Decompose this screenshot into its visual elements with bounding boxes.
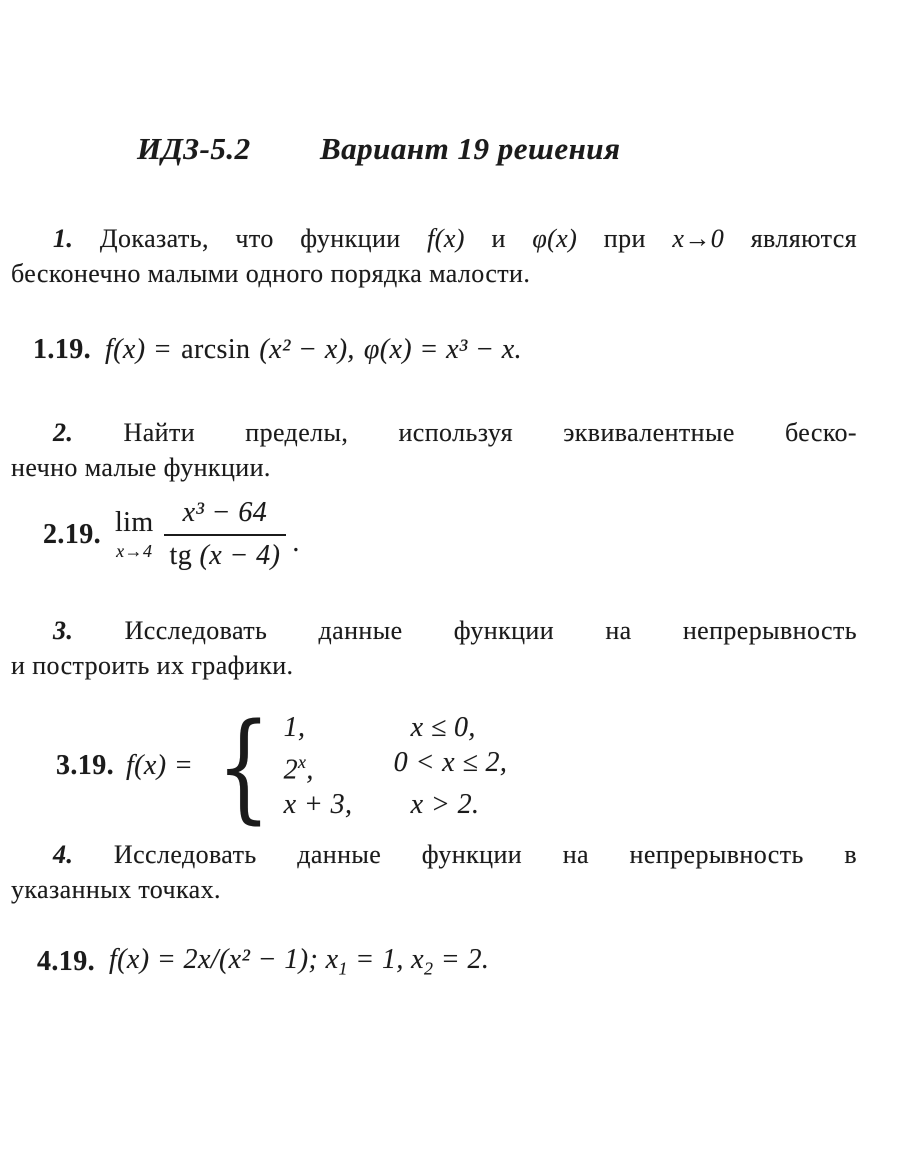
fraction bbox=[164, 498, 287, 572]
task-4-intro bbox=[11, 837, 857, 907]
expression-start: f(x) = 2x/(x² − 1); bbox=[109, 944, 319, 975]
x1-base: x bbox=[325, 944, 339, 975]
piecewise-condition: x ≤ 0, bbox=[410, 712, 476, 743]
task-4-text: Исследовать данные функции на непрерывность в bbox=[113, 840, 857, 869]
piecewise-rows bbox=[284, 710, 508, 822]
task-4-number: 4. bbox=[53, 840, 74, 869]
x2-subscript: 2 bbox=[423, 958, 434, 979]
value-comma: , bbox=[306, 754, 314, 786]
denominator-argument: (x − 4) bbox=[199, 539, 281, 571]
math-f-of-x: f(x) bbox=[427, 224, 465, 253]
task-3-text: Исследовать данные функции на непрерывность bbox=[124, 616, 858, 645]
problem-1-19-function-name: arcsin bbox=[181, 334, 251, 365]
problem-3-19-lhs: f(x) = bbox=[126, 750, 194, 782]
problem-3-19-label: 3.19. bbox=[56, 750, 114, 782]
value-base: 2 bbox=[283, 754, 299, 786]
task-2-text: Найти пределы, используя эквивалентные беско- bbox=[123, 418, 857, 447]
task-1-number: 1. bbox=[53, 224, 74, 253]
limit-subscript: x→4 bbox=[116, 541, 153, 562]
problem-2-19-label: 2.19. bbox=[43, 518, 101, 550]
x2-equals: = 2. bbox=[440, 944, 490, 975]
value-exponent: x bbox=[298, 752, 307, 772]
x1-equals: = 1, bbox=[355, 944, 404, 975]
task-4-line-1 bbox=[11, 837, 857, 872]
piecewise-condition: 0 < x ≤ 2, bbox=[393, 747, 508, 778]
task-2-intro bbox=[11, 415, 857, 485]
fraction-denominator bbox=[164, 534, 287, 572]
task-3-line-2: и построить их графики. bbox=[11, 651, 294, 680]
math-limit-expr: x→0 bbox=[672, 224, 725, 253]
curly-brace: { bbox=[216, 697, 272, 836]
task-4-line-2: указанных точках. bbox=[11, 875, 221, 904]
task-3-intro bbox=[11, 613, 857, 683]
problem-1-19-label: 1.19. bbox=[33, 334, 91, 365]
piecewise-row bbox=[284, 787, 508, 822]
problem-1-19-argument: (x² − x), bbox=[259, 334, 355, 365]
piecewise-row bbox=[284, 710, 508, 745]
task-1-text: Доказать, что функции bbox=[99, 224, 401, 253]
piecewise-value: x + 3, bbox=[283, 789, 353, 821]
formula-period: . bbox=[292, 526, 300, 558]
task-2-line-1 bbox=[11, 415, 857, 450]
piecewise-value bbox=[284, 745, 394, 787]
task-1-line-2: бесконечно малыми одного порядка малости. bbox=[11, 259, 531, 288]
task-1-conj: и bbox=[491, 224, 506, 253]
task-1-line-1 bbox=[11, 221, 857, 256]
task-1-tail: являются bbox=[750, 224, 857, 253]
problem-4-19-expression bbox=[109, 944, 489, 980]
problem-2-19 bbox=[43, 498, 300, 572]
problem-4-19 bbox=[37, 944, 489, 980]
x2-base: x bbox=[411, 944, 424, 975]
task-3-number: 3. bbox=[53, 616, 74, 645]
variant-title: Вариант 19 решения bbox=[320, 131, 621, 166]
problem-1-19 bbox=[33, 334, 522, 366]
math-phi-of-x: φ(x) bbox=[532, 224, 578, 253]
problem-4-19-label: 4.19. bbox=[37, 945, 95, 977]
denominator-function: tg bbox=[169, 539, 200, 571]
piecewise-condition: x > 2. bbox=[410, 789, 480, 821]
problem-1-19-lhs: f(x) = bbox=[105, 334, 173, 365]
task-1-at: при bbox=[603, 224, 646, 253]
problem-1-19-phi-part: φ(x) = x³ − x. bbox=[363, 334, 523, 365]
limit-word: lim bbox=[115, 507, 154, 539]
limit-operator bbox=[115, 509, 154, 560]
task-2-number: 2. bbox=[53, 418, 74, 447]
task-1-intro bbox=[11, 221, 857, 291]
problem-3-19 bbox=[56, 697, 508, 836]
document-code: ИДЗ-5.2 bbox=[137, 131, 251, 166]
task-3-line-1 bbox=[11, 613, 857, 648]
fraction-numerator: x³ − 64 bbox=[182, 497, 268, 528]
piecewise-row bbox=[284, 745, 508, 787]
piecewise-value: 1, bbox=[283, 712, 306, 743]
x1-subscript: 1 bbox=[338, 958, 348, 979]
task-2-line-2: нечно малые функции. bbox=[11, 453, 271, 482]
